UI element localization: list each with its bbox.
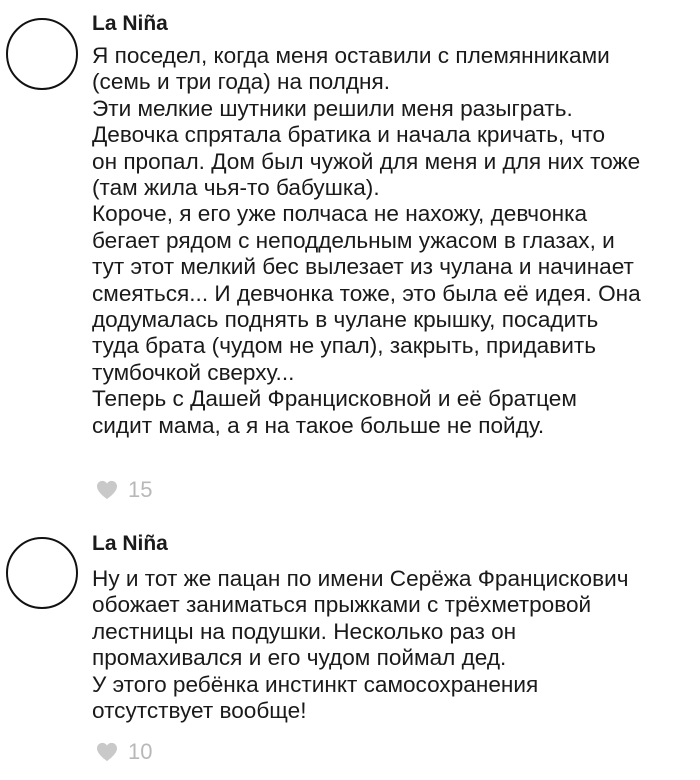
comment-text-line: промахивался и его чудом поймал дед.: [92, 645, 507, 671]
comment-text-line: тут этот мелкий бес вылезает из чулана и начинает: [92, 254, 634, 280]
comment-text-line: додумалась поднять в чулане крышку, посадить: [92, 307, 599, 333]
comment-text-line: отсутствует вообще!: [92, 698, 307, 724]
comment-text-line: он пропал. Дом был чужой для меня и для них тоже: [92, 148, 641, 174]
comment-text-line: сидит мама, а я на такое больше не пойду.: [92, 412, 545, 438]
comment-text-line: Девочка спрятала братика и начала кричать, что: [92, 122, 606, 148]
comment-text-line: Ну и тот же пацан по имени Серёжа Францискович: [92, 566, 629, 591]
comment-text-line: смеяться... И девчонка тоже, это была её идея. Она: [92, 280, 641, 306]
heart-icon[interactable]: [96, 742, 118, 762]
comment-text-line: тумбочкой сверху...: [92, 359, 295, 385]
avatar[interactable]: [6, 537, 78, 609]
like-count: 10: [128, 739, 153, 764]
comment-text-line: обожает заниматься прыжками с трёхметровой: [92, 592, 592, 618]
comment-text-line: Теперь с Дашей Францисковной и её братцем: [92, 386, 577, 412]
comment-text-line: Я поседел, когда меня оставили с племянниками: [92, 43, 610, 68]
comment-text-line: Короче, я его уже полчаса не нахожу, девчонка: [92, 201, 588, 227]
comment-text: [92, 566, 692, 724]
like-button[interactable]: [96, 740, 152, 764]
comment-text-line: туда брата (чудом не упал), закрыть, придавить: [92, 333, 596, 359]
comment-text-line: У этого ребёнка инстинкт самосохранения: [92, 671, 539, 697]
comment-author[interactable]: La Niña: [92, 532, 168, 555]
comment-text-line: (семь и три года) на полдня.: [92, 69, 391, 95]
comment-text-line: Эти мелкие шутники решили меня разыграть.: [92, 95, 573, 121]
comment-author[interactable]: La Niña: [92, 12, 168, 35]
comment-text-line: лестницы на подушки. Несколько раз он: [92, 618, 517, 644]
like-count: 15: [128, 477, 153, 502]
comment-text-line: (там жила чья-то бабушка).: [92, 175, 380, 201]
comment-text-line: бегает рядом с неподдельным ужасом в глазах, и: [92, 227, 615, 253]
